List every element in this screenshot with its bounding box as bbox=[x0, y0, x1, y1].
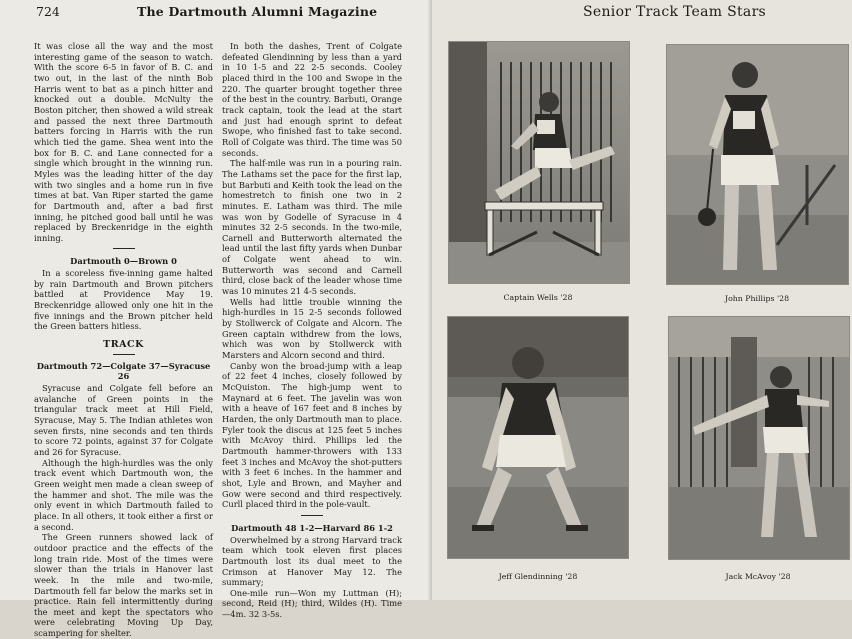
section-divider bbox=[113, 248, 135, 249]
paragraph-brown-game: In a scoreless five-inning game halted by rain Dartmouth and Brown pitchers battled at Providence May 19. Breckenridge allowed only one hit in the five innings and the Brown pitcher held the Green batters hitless. bbox=[34, 268, 213, 332]
text-column-2 bbox=[222, 41, 402, 620]
hammer-thrower-photo-graphic bbox=[667, 45, 848, 284]
heading-harvard-meet: Dartmouth 48 1-2—Harvard 86 1-2 bbox=[231, 522, 393, 533]
caption-john-phillips: John Phillips '28 bbox=[724, 294, 790, 303]
paragraph-field-events: Canby won the broad-jump with a leap of 22 feet 4 inches, closely followed by McQuiston. The high-jump went to Maynard at 6 feet. The javelin was won with a heave of 167 feet and 8 inches by Harden, the only Dartmouth man to place. Fyler took the discus at 125 feet 5 inches with McAvoy third. Phillips led the Dartmouth hammer-throwers with 133 feet 3 inches and McAvoy the shot-putters with 3 feet 6 inches. In the hammer and shot, Lyle and Brown, and Mayher and Gow were second and third respectively. Curll placed third in the pole-vault. bbox=[222, 360, 402, 510]
sprinter-photo-graphic bbox=[448, 317, 628, 558]
magazine-title: The Dartmouth Alumni Magazine bbox=[137, 4, 378, 19]
page-number: 724 bbox=[36, 4, 60, 19]
caption-jeff-glendinning: Jeff Glendinning '28 bbox=[498, 572, 578, 581]
paragraph-baseball-close: It was close all the way and the most interesting game of the season to watch. With the score 6-5 in favor of B. C. and two out, in the last of the ninth Bob Harris went to bat as a pinch hitter and knocked out a double. McNulty the Boston pitcher, then showed a wild streak and passed the next three Dartmouth batters forcing in Harris with the run which tied the game. Shea went into the box for B. C. and Lane connected for a single which brought in the winning run. Myles was the leading hitter of the day with two singles and a home run in five times at bat. Van Riper started the game for Dartmouth and, after a bad first inning, he pitched good ball until he was replaced by Breckenridge in the eighth inning. bbox=[34, 41, 213, 243]
caption-jack-mcavoy: Jack McAvoy '28 bbox=[725, 572, 791, 581]
text-column-1 bbox=[34, 41, 213, 639]
paragraph-mile-summary: One-mile run—Won my Luttman (H); second, Reid (H); third, Wildes (H). Time—4m. 32 3-5s. bbox=[222, 587, 402, 620]
heading-brown-game: Dartmouth 0—Brown 0 bbox=[70, 256, 177, 267]
photo-page-title: Senior Track Team Stars bbox=[583, 4, 767, 20]
paragraph-syracuse-meet: Syracuse and Colgate fell before an avalanche of Green points in the triangular track meet at Hill Field, Syracuse, May 5. The Indian athletes won seven firsts, nine seconds and ten thirds to score 72 points, against 37 for Colgate and 26 for Syracuse. bbox=[34, 383, 213, 457]
section-divider bbox=[301, 515, 323, 516]
photo-jeff-glendinning bbox=[447, 316, 629, 559]
paragraph-dashes: In both the dashes, Trent of Colgate defeated Glendinning by less than a yard in 10 1-5 and 22 2-5 seconds. Cooley placed third in the 100 and Swope in the 220. The quarter brought together three of the best in the country. Barbuti, Orange track captain, took the lead at the start and just had enough sprint to defeat Swope, who finished fast to take second. Roll of Colgate was third. The time was 50 seconds. bbox=[222, 41, 402, 158]
photo-captain-wells bbox=[448, 41, 630, 284]
discus-thrower-photo-graphic bbox=[669, 317, 849, 559]
paragraph-hurdles: Wells had little trouble winning the high-hurdles in 15 2-5 seconds followed by Stollwerck of Colgate and Alcorn. The Green captain withdrew from the lows, which was won by Stollwerck with Marsters and Alcorn second and third. bbox=[222, 296, 402, 361]
section-divider bbox=[113, 354, 135, 355]
section-title-track: TRACK bbox=[103, 339, 144, 351]
caption-captain-wells: Captain Wells '28 bbox=[503, 293, 573, 302]
paragraph-half-mile: The half-mile was run in a pouring rain. The Lathams set the pace for the first lap, but Barbuti and Keith took the lead on the homestretch to finish one two in 2 minutes. E. Latham was third. The mile was won by Godelle of Syracuse in 4 minutes 32 2-5 seconds. In the two-mile, Carnell and Butterworth alternated the lead until the last fifty yards when Dunbar of Colgate went ahead to win. Butterworth was second and Carnell third, close back of the leader whose time was 10 minutes 21 4-5 seconds. bbox=[222, 158, 402, 297]
paragraph-green-runners: The Green runners showed lack of outdoor practice and the effects of the long train ride. Most of the times were slower than the trials in Hanover last week. In the mile and two-mile, Dartmouth fell far below the marks set in practice. Rain fell intermittently during the meet and kept the spectators who were celebrating Moving Up Day, scampering for shelter. bbox=[34, 532, 213, 639]
hurdler-photo-graphic bbox=[449, 42, 629, 283]
paragraph-harvard-meet: Overwhelmed by a strong Harvard track team which took eleven first places Dartmouth lost its dual meet to the Crimson at Hanover May 12. The summary; bbox=[222, 534, 402, 588]
photo-john-phillips bbox=[666, 44, 849, 285]
paragraph-high-hurdles: Although the high-hurdles was the only track event which Dartmouth won, the Green weight men made a clean sweep of the hammer and shot. The mile was the only event in which Dartmouth failed to place. In all others, it took either a first or a second. bbox=[34, 457, 213, 532]
photo-jack-mcavoy bbox=[668, 316, 850, 560]
heading-syracuse-meet: Dartmouth 72—Colgate 37—Syracuse 26 bbox=[36, 360, 211, 382]
